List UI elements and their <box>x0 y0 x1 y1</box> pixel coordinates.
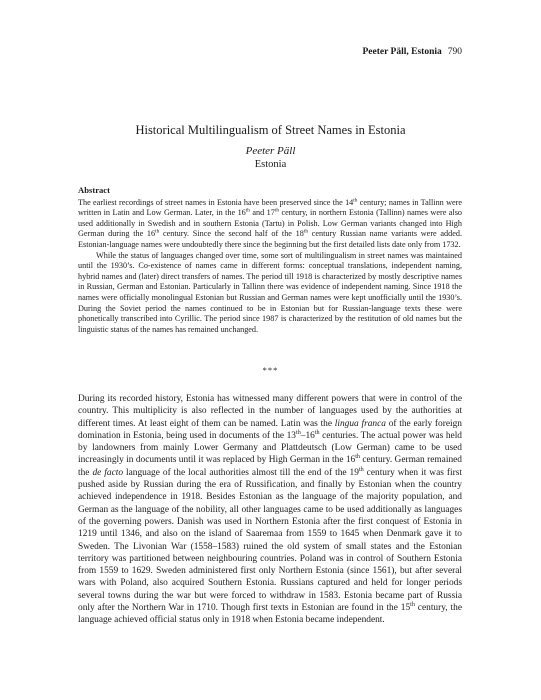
author-affiliation: Estonia <box>254 159 287 170</box>
section-separator: *** <box>262 365 279 375</box>
author-name: Peeter Päll <box>245 145 296 157</box>
abstract-section <box>78 185 462 335</box>
body-paragraph-1: During its recorded history, Estonia has witnessed many different powers that were in control of the country. This multiplicity is also reflected in the number of languages used by the authorities at different times. At least eight of them can be named. Latin was the lingua franca of the early foreign domination in Estonia, being used in documents of the 13th–16th centuries. The actual power was held by landowners from mainly Lower Germany and Plattdeutsch (Low German) came to be used increasingly in documents until it was replaced by High German in the 16th century. German remained the de facto language of the local authorities almost till the end of the 19th century when it was first pushed aside by Russian during the era of Russification, and finally by Estonian when the country achieved independence in 1918. Besides Estonian as the language of the majority population, and German as the language of the nobility, all other languages came to be used additionally as languages of the governing powers. Danish was used in Northern Estonia after the first conquest of Estonia in 1219 until 1346, and also on the island of Saaremaa from 1559 to 1645 when Denmark gave it to Sweden. The Livonian War (1558–1583) ruined the old system of small states and the Estonian territory was partitioned between neighbouring countries. Poland was in control of Southern Estonia from 1559 to 1629. Sweden administered first only Northern Estonia (since 1561), but after several wars with Poland, also acquired Southern Estonia. Russians captured and held for longer periods several towns during the war but were forced to withdraw in 1583. Estonia became part of Russia only after the Northern War in 1710. Though first texts in Estonian are found in the 15th century, the language achieved official status only in 1918 when Estonia became independent. <box>78 394 462 626</box>
running-header <box>363 47 463 57</box>
abstract-heading: Abstract <box>78 185 110 195</box>
body-section <box>78 393 462 627</box>
abstract-paragraph-2: While the status of languages changed over time, some sort of multilingualism in street names was maintained until the 1930’s. Co-existence of names came in different forms: conceptual translations, independent naming, hybrid names and (later) direct transfers of names. The period till 1918 is characterized by mostly descriptive names in Russian, German and Estonian. Particularly in Tallinn there was evidence of independent naming. Since 1918 the names were officially monolingual Estonian but Russian and German names were kept unofficially until the 1930’s. During the Soviet period the names continued to be in Estonian but for Russian-language texts these were phonetically transcribed into Cyrillic. The period since 1987 is characterized by the restitution of old names but the linguistic status of the names has remained unchanged. <box>78 250 462 334</box>
paper-title: Historical Multilingualism of Street Names in Estonia <box>135 123 406 137</box>
header-author: Peeter Päll, Estonia <box>362 47 442 57</box>
page-number: 790 <box>447 47 462 57</box>
abstract-paragraph-1: The earliest recordings of street names in Estonia have been preserved since the 14th century; names in Tallinn were written in Latin and Low German. Later, in the 16th and 17th century, in northern Estonia (Tallinn) names were also used additionally in Swedish and in southern Estonia (Tartu) in Polish. Low German variants changed into High German during the 16th century. Since the second half of the 18th century Russian name variants were added. Estonian-language names were undoubtedly there since the beginning but the first detailed lists date only from 1732. <box>78 196 462 249</box>
